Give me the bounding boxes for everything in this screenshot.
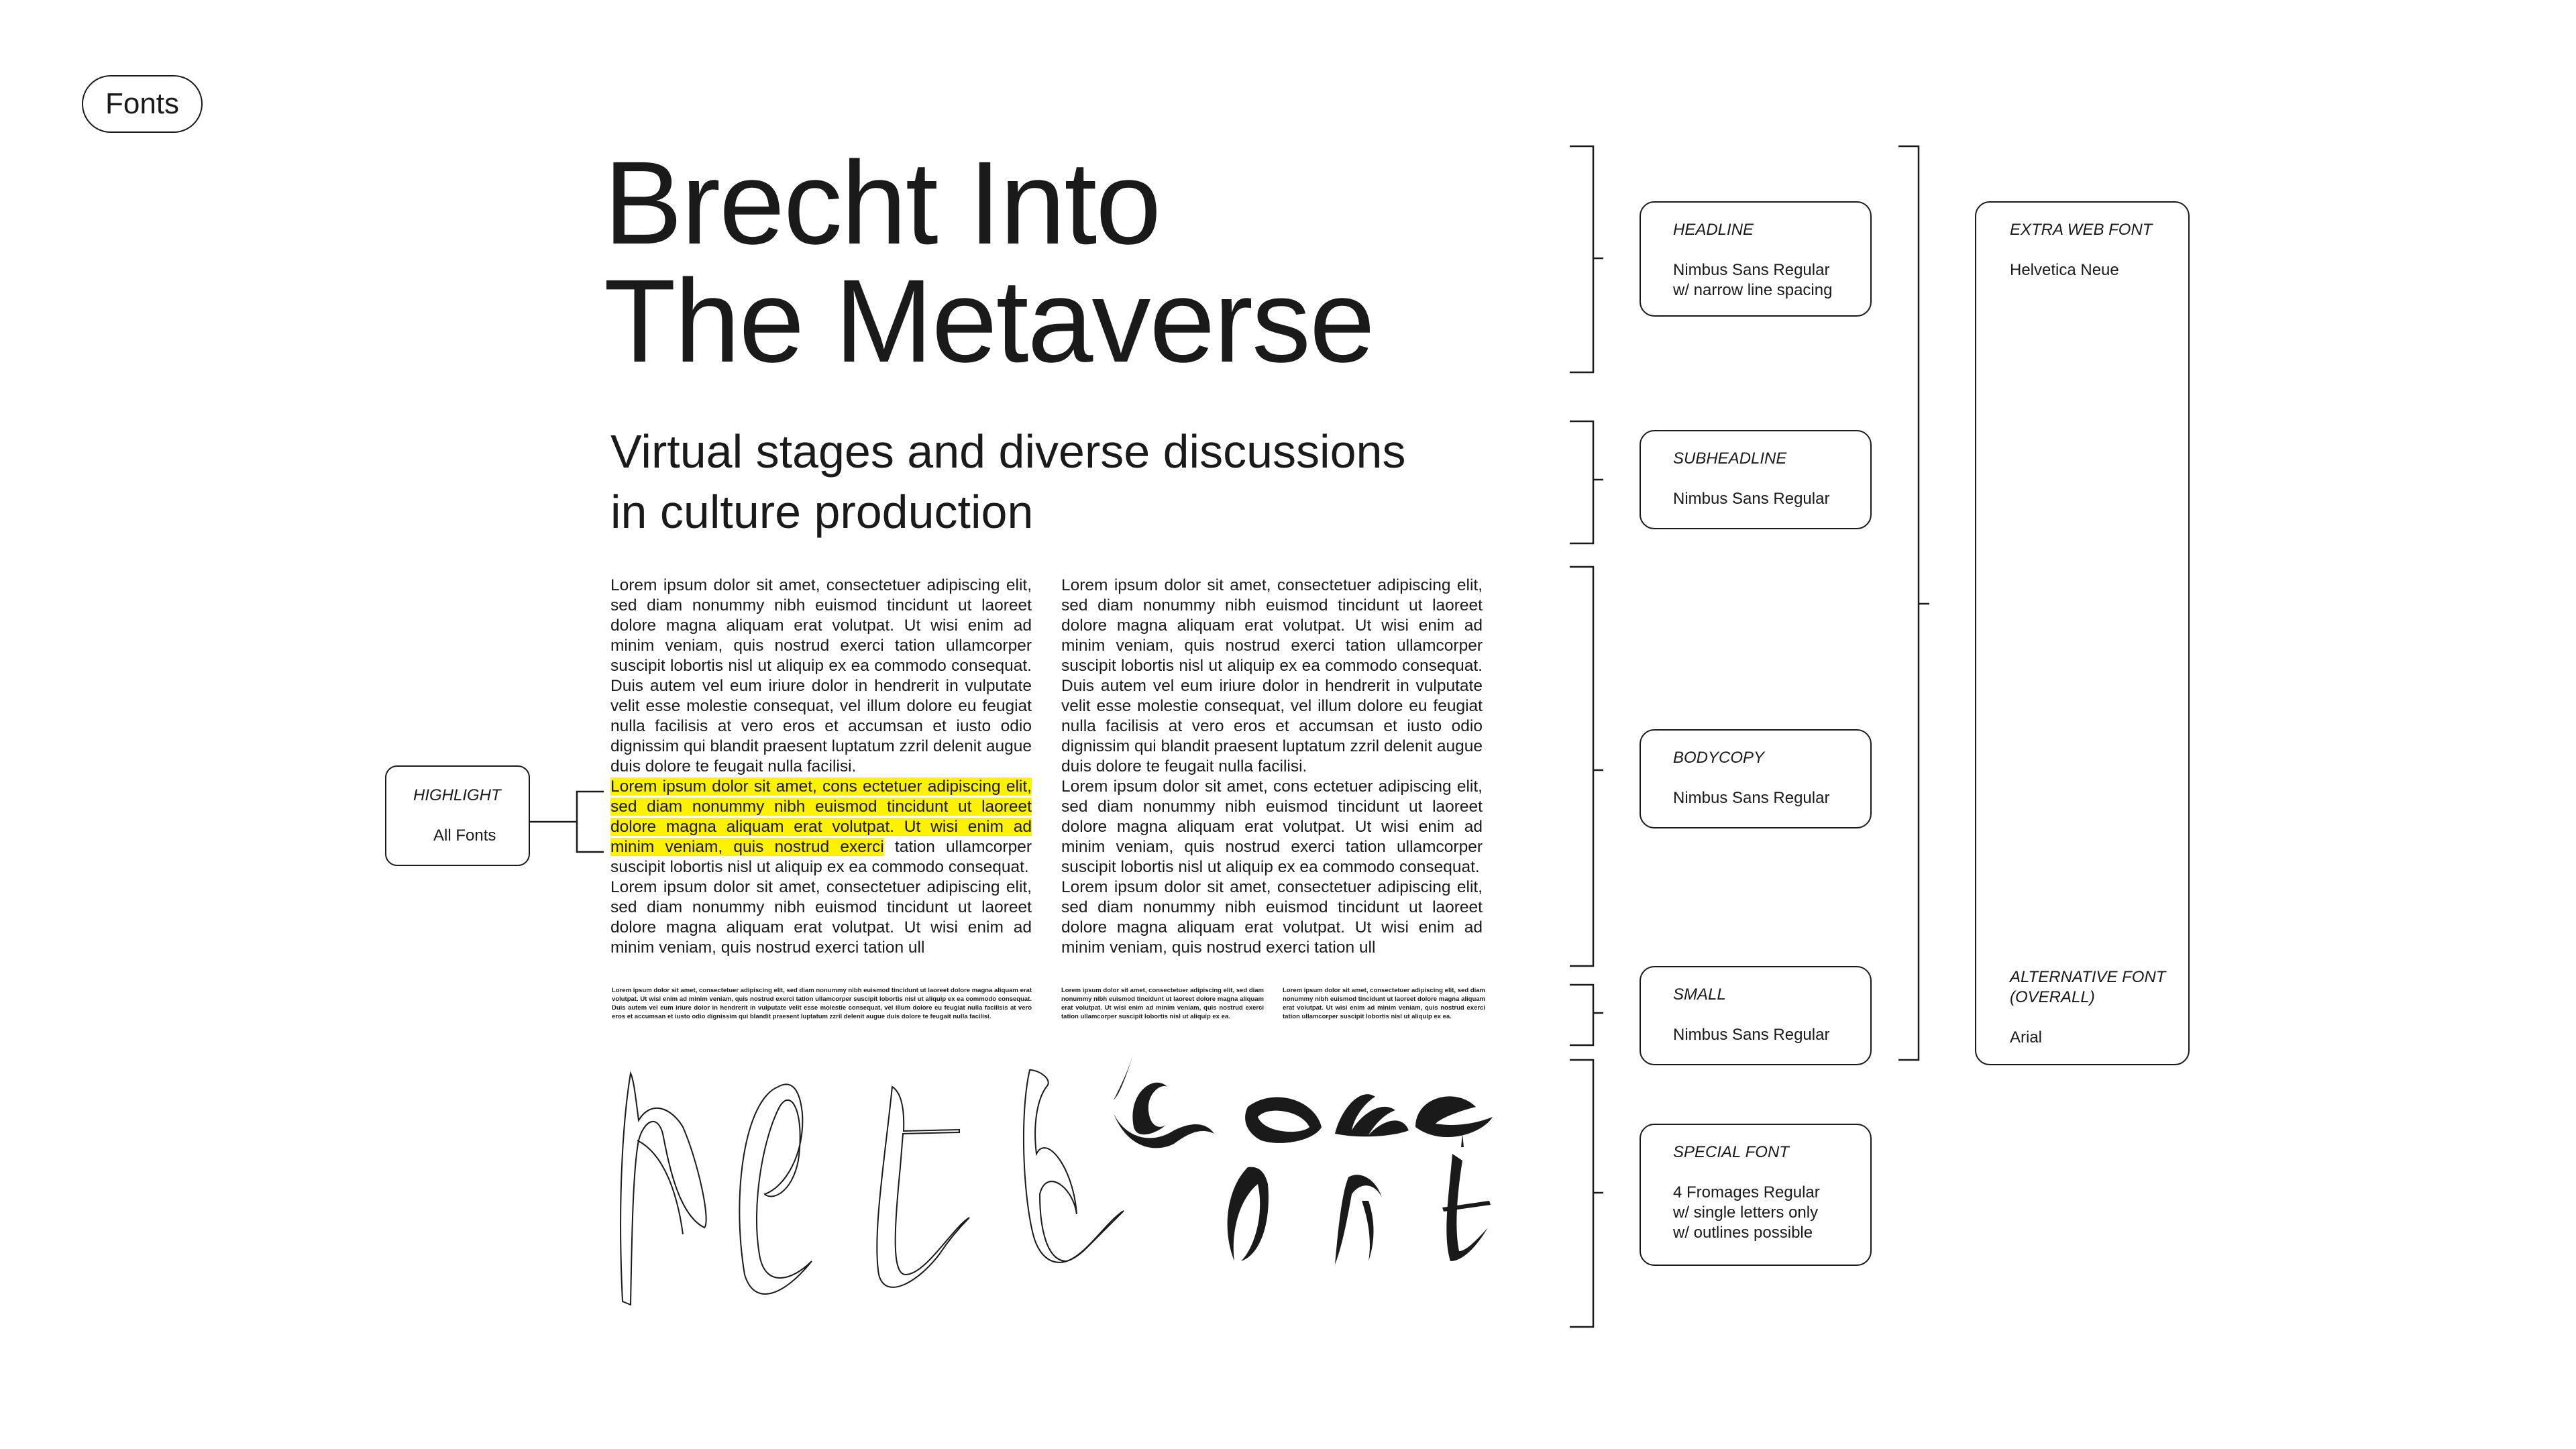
card-value: Helvetica Neue (2010, 261, 2119, 279)
body-column-2 (1061, 576, 1483, 958)
section-label-pill (82, 75, 203, 133)
card-bodycopy (1640, 729, 1872, 828)
card-value: Nimbus Sans Regular (1673, 1026, 1830, 1044)
body-paragraph: Lorem ipsum dolor sit amet, consectetuer adipiscing elit, sed diam nonummy nibh euismod tincidunt ut laoreet dolore magna aliquam erat volutpat. Ut wisi enim ad minim veniam, quis nostrud exerci tation ull (610, 878, 1032, 957)
subheadline-line-1: Virtual stages and diverse discussions (610, 425, 1406, 478)
bracket-subheadline (1570, 421, 1603, 543)
glyph-o (1245, 1097, 1322, 1143)
highlight-card (385, 765, 530, 866)
small-text-block-3: Lorem ipsum dolor sit amet, consectetuer adipiscing elit, sed diam nonummy nibh euismod tincidunt ut laoreet dolore magna aliquam erat volutpat. Ut wisi enim ad minim veniam, quis nostrud exerci tation ullamcorper suscipit lobortis nisl ut aliquip ex ea. (1283, 987, 1485, 1020)
small-text-block-1: Lorem ipsum dolor sit amet, consectetuer adipiscing elit, sed diam nonummy nibh euismod tincidunt ut laoreet dolore magna aliquam erat volutpat. Ut wisi enim ad minim veniam, quis nostrud exerci tation ullamcorper suscipit lobortis nisl ut aliquip ex ea commodo consequat. Duis autem vel eum iriure dolor in hendrerit in vulputate velit esse molestie consequat, vel illum dolore eu feugiat nulla facilisis at vero eros et accumsan et iusto odio dignissim qui blandit praesent luptatum zzril delenit augue duis dolore te feugait nulla facilisi. (612, 987, 1032, 1020)
card-headline (1640, 201, 1872, 317)
card-subheadline (1640, 430, 1872, 529)
subheadline (610, 421, 1405, 542)
body-text: tation ullamcorper suscipit lobortis nisl ut aliquip ex ea commodo consequat. (610, 838, 1032, 876)
bracket-special (1570, 1060, 1603, 1327)
bracket-overall (1892, 141, 1959, 1080)
glyph-a-solid (1228, 1167, 1269, 1261)
glyph-t (877, 1087, 969, 1287)
headline (604, 138, 1374, 387)
glyph-e (739, 1084, 812, 1294)
glyph-m (621, 1073, 706, 1305)
glyph-s (1114, 1053, 1134, 1100)
font-brackets-column (1556, 141, 1637, 1335)
body-paragraph: Lorem ipsum dolor sit amet, cons ectetuer adipiscing elit, sed diam nonummy nibh euismod tincidunt ut laoreet dolore magna aliquam erat volutpat. Ut wisi enim ad minim veniam, quis nostrud exerci tation ullamcorper suscipit lobortis nisl ut aliquip ex ea commodo consequat. (1061, 777, 1483, 876)
card-value: Nimbus Sans Regular w/ narrow line spacing (1673, 261, 1833, 299)
glyph-m-solid (1335, 1094, 1409, 1136)
body-column-1 (610, 576, 1032, 958)
headline-line-2: The Metaverse (604, 256, 1374, 387)
body-paragraph-highlighted (610, 777, 1032, 877)
highlight-bracket (530, 785, 610, 859)
subheadline-line-2: in culture production (610, 486, 1034, 538)
card-title: HEADLINE (1673, 221, 1754, 239)
special-word-meta (621, 1070, 1124, 1305)
glyph-r-solid (1335, 1175, 1382, 1265)
section-label: Fonts (105, 87, 180, 120)
bracket-bodycopy (1570, 567, 1603, 966)
bracket-headline (1570, 146, 1603, 372)
glyph-a (1024, 1070, 1124, 1263)
card-title: BODYCOPY (1673, 749, 1765, 767)
card-value: Nimbus Sans Regular (1673, 490, 1830, 508)
card-title: EXTRA WEB FONT (2010, 221, 2153, 239)
card-title: SMALL (1673, 985, 1726, 1004)
card-value: 4 Fromages Regular w/ single letters only w/ outlines possible (1673, 1183, 1820, 1242)
card-value: Arial (2010, 1028, 2043, 1046)
card-title: SUBHEADLINE (1673, 449, 1787, 468)
alternative-font-block (2010, 967, 2165, 1048)
card-title: SPECIAL FONT (1673, 1143, 1789, 1161)
body-paragraph: Lorem ipsum dolor sit amet, consectetuer adipiscing elit, sed diam nonummy nibh euismod tincidunt ut laoreet dolore magna aliquam erat volutpat. Ut wisi enim ad minim veniam, quis nostrud exerci tation ull (1061, 878, 1483, 957)
highlight-card-title: HIGHLIGHT (413, 786, 501, 804)
body-paragraph: Lorem ipsum dolor sit amet, consectetuer adipiscing elit, sed diam nonummy nibh euismod tincidunt ut laoreet dolore magna aliquam erat volutpat. Ut wisi enim ad minim veniam, quis nostrud exerci tation ullamcorper suscipit lobortis nisl ut aliquip ex ea commodo consequat. Duis autem vel eum iriure dolor in hendrerit in vulputate velit esse molestie consequat, vel illum dolore eu feugiat nulla facilisis at vero eros et accumsan et iusto odio dignissim qui blandit praesent luptatum zzril delenit augue duis dolore te feugait nulla facilisi. (1061, 576, 1483, 775)
card-small (1640, 966, 1872, 1065)
headline-line-1: Brecht Into (604, 138, 1161, 269)
card-special-font (1640, 1124, 1872, 1266)
card-extra-web-font (1975, 201, 2190, 1065)
highlight-card-value: All Fonts (433, 826, 496, 845)
highlighted-text: Lorem ipsum dolor sit amet, cons ectetuer adipiscing elit, sed diam nonummy nibh euismod tincidunt ut laoreet dolore magna aliquam erat volutpat. Ut wisi enim ad minim veniam, quis nostrud exerci (610, 777, 1032, 856)
body-paragraph: Lorem ipsum dolor sit amet, consectetuer adipiscing elit, sed diam nonummy nibh euismod tincidunt ut laoreet dolore magna aliquam erat volutpat. Ut wisi enim ad minim veniam, quis nostrud exerci tation ullamcorper suscipit lobortis nisl ut aliquip ex ea commodo consequat. Duis autem vel eum iriure dolor in hendrerit in vulputate velit esse molestie consequat, vel illum dolore eu feugiat nulla facilisis at vero eros et accumsan et iusto odio dignissim qui blandit praesent luptatum zzril delenit augue duis dolore te feugait nulla facilisi. (610, 576, 1032, 775)
card-title: ALTERNATIVE FONT (OVERALL) (2010, 968, 2166, 1006)
bracket-small (1570, 985, 1603, 1045)
card-value: Nimbus Sans Regular (1673, 789, 1830, 807)
small-text-block-2: Lorem ipsum dolor sit amet, consectetuer adipiscing elit, sed diam nonummy nibh euismod tincidunt ut laoreet dolore magna aliquam erat volutpat. Ut wisi enim ad minim veniam, quis nostrud exerci tation ullamcorper suscipit lobortis nisl ut aliquip ex ea. (1061, 987, 1264, 1020)
special-font-artwork (604, 1060, 1181, 1315)
glyph-e-solid (1415, 1096, 1493, 1137)
special-word-some-art (1114, 1053, 1493, 1265)
